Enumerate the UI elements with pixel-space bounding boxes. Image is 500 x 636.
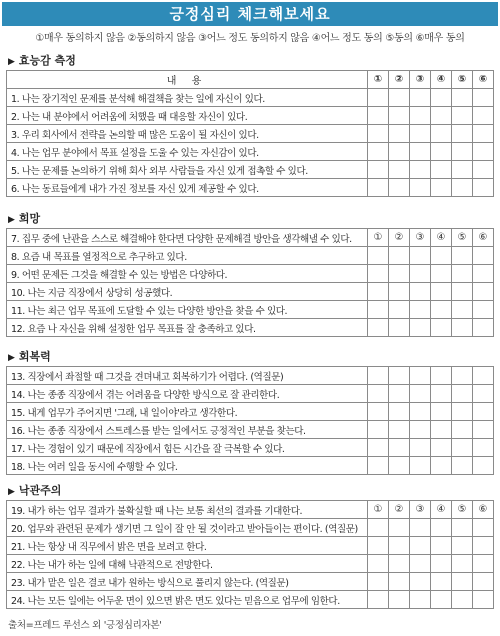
section-title-text: 낙관주의 — [18, 484, 62, 497]
table-row — [7, 537, 494, 555]
answer-cell[interactable] — [452, 421, 473, 439]
section-title-text: 회복력 — [18, 350, 51, 363]
answer-cell[interactable] — [431, 403, 452, 421]
answer-cell[interactable] — [452, 367, 473, 385]
answer-cell[interactable] — [368, 179, 389, 197]
answer-cell[interactable] — [473, 367, 494, 385]
answer-cell[interactable] — [368, 385, 389, 403]
answer-cell[interactable] — [452, 519, 473, 537]
answer-cell[interactable] — [431, 89, 452, 107]
table-row — [7, 367, 494, 385]
table-row — [7, 229, 494, 247]
item-text: 14. 나는 종종 직장에서 겪는 어려움을 다양한 방식으로 잘 관리한다. — [7, 385, 368, 403]
item-text: 16. 나는 종종 직장에서 스트레스를 받는 일에서도 긍정적인 부분을 찾는다. — [7, 421, 368, 439]
answer-cell[interactable] — [473, 555, 494, 573]
answer-cell[interactable] — [473, 403, 494, 421]
answer-cell[interactable] — [389, 573, 410, 591]
option-label-3: ③ — [410, 229, 431, 247]
answer-cell[interactable] — [431, 555, 452, 573]
item-text: 2. 나는 내 분야에서 어려움에 처했을 때 대응할 자신이 있다. — [7, 107, 368, 125]
answer-cell[interactable] — [452, 573, 473, 591]
answer-cell[interactable] — [452, 143, 473, 161]
table-row — [7, 283, 494, 301]
item-text: 1. 나는 장기적인 문제를 분석해 해결책을 찾는 일에 자신이 있다. — [7, 89, 368, 107]
answer-cell[interactable] — [431, 421, 452, 439]
answer-cell[interactable] — [473, 573, 494, 591]
answer-cell[interactable] — [389, 179, 410, 197]
item-text: 17. 나는 경험이 있기 때문에 직장에서 힘든 시간을 잘 극복할 수 있다. — [7, 439, 368, 457]
section-title — [6, 210, 494, 228]
answer-cell[interactable] — [410, 89, 431, 107]
table-row — [7, 403, 494, 421]
answer-cell[interactable] — [473, 301, 494, 319]
answer-cell[interactable] — [368, 555, 389, 573]
answer-cell[interactable] — [452, 385, 473, 403]
answer-cell[interactable] — [368, 457, 389, 475]
section-efficacy — [6, 52, 494, 197]
item-text: 11. 나는 최근 업무 목표에 도달할 수 있는 다양한 방안을 찾을 수 있다. — [7, 301, 368, 319]
triangle-bullet-icon: ▶ — [8, 487, 15, 497]
answer-cell[interactable] — [389, 89, 410, 107]
answer-cell[interactable] — [389, 537, 410, 555]
answer-cell[interactable] — [410, 283, 431, 301]
answer-cell[interactable] — [389, 247, 410, 265]
answer-cell[interactable] — [452, 537, 473, 555]
table-row — [7, 247, 494, 265]
answer-cell[interactable] — [473, 89, 494, 107]
answer-cell[interactable] — [389, 457, 410, 475]
answer-cell[interactable] — [473, 283, 494, 301]
answer-cell[interactable] — [410, 107, 431, 125]
answer-cell[interactable] — [410, 591, 431, 609]
item-text: 13. 직장에서 좌절할 때 그것을 견뎌내고 회복하기가 어렵다. (역질문) — [7, 367, 368, 385]
table-row — [7, 265, 494, 283]
option-label-5: ⑤ — [452, 229, 473, 247]
item-text: 5. 나는 문제를 논의하기 위해 회사 외부 사람들을 자신 있게 접촉할 수 있다. — [7, 161, 368, 179]
answer-cell[interactable] — [389, 125, 410, 143]
answer-cell[interactable] — [389, 107, 410, 125]
table-row — [7, 179, 494, 197]
item-text: 10. 나는 지금 직장에서 상당히 성공했다. — [7, 283, 368, 301]
answer-cell[interactable] — [431, 107, 452, 125]
answer-cell[interactable] — [389, 403, 410, 421]
table-row — [7, 161, 494, 179]
table-header-row — [7, 71, 494, 89]
answer-cell[interactable] — [389, 161, 410, 179]
table-row — [7, 421, 494, 439]
answer-cell[interactable] — [389, 555, 410, 573]
item-text: 18. 나는 여러 일을 동시에 수행할 수 있다. — [7, 457, 368, 475]
answer-cell[interactable] — [368, 519, 389, 537]
answer-cell[interactable] — [410, 161, 431, 179]
answer-cell[interactable] — [473, 319, 494, 337]
answer-cell[interactable] — [452, 125, 473, 143]
checklist-table — [6, 500, 494, 609]
table-row — [7, 519, 494, 537]
answer-cell[interactable] — [389, 439, 410, 457]
answer-cell[interactable] — [368, 403, 389, 421]
answer-cell[interactable] — [368, 367, 389, 385]
answer-cell[interactable] — [410, 265, 431, 283]
answer-cell[interactable] — [368, 265, 389, 283]
answer-cell[interactable] — [410, 537, 431, 555]
table-row — [7, 385, 494, 403]
answer-cell[interactable] — [431, 385, 452, 403]
item-text: 6. 나는 동료들에게 내가 가진 정보를 자신 있게 제공할 수 있다. — [7, 179, 368, 197]
answer-cell[interactable] — [473, 421, 494, 439]
answer-cell[interactable] — [452, 247, 473, 265]
table-row — [7, 439, 494, 457]
answer-cell[interactable] — [368, 573, 389, 591]
option-header-4: ④ — [431, 71, 452, 89]
answer-cell[interactable] — [410, 421, 431, 439]
answer-cell[interactable] — [431, 265, 452, 283]
page-title: 긍정심리 체크해보세요 — [2, 2, 498, 26]
checklist-table — [6, 366, 494, 475]
triangle-bullet-icon: ▶ — [8, 353, 15, 363]
item-text: 19. 내가 하는 업무 결과가 불확실할 때 나는 보통 최선의 결과를 기대한다. — [7, 501, 368, 519]
answer-cell[interactable] — [452, 457, 473, 475]
answer-cell[interactable] — [410, 519, 431, 537]
answer-cell[interactable] — [473, 519, 494, 537]
answer-cell[interactable] — [473, 247, 494, 265]
item-text: 8. 요즘 내 목표를 열정적으로 추구하고 있다. — [7, 247, 368, 265]
answer-cell[interactable] — [431, 283, 452, 301]
answer-cell[interactable] — [368, 591, 389, 609]
answer-cell[interactable] — [410, 319, 431, 337]
answer-cell[interactable] — [431, 161, 452, 179]
answer-cell[interactable] — [452, 439, 473, 457]
option-header-2: ② — [389, 71, 410, 89]
item-text: 20. 업무와 관련된 문제가 생기면 그 일이 잘 안 될 것이라고 받아들이는 편이다. (역질문) — [7, 519, 368, 537]
answer-cell[interactable] — [389, 591, 410, 609]
table-row — [7, 319, 494, 337]
answer-cell[interactable] — [389, 421, 410, 439]
section-optimism — [6, 482, 494, 609]
table-row — [7, 125, 494, 143]
answer-cell[interactable] — [473, 125, 494, 143]
source-note: 출처=프레드 루선스 외 '긍정심리자본' — [8, 620, 162, 631]
answer-cell[interactable] — [431, 247, 452, 265]
answer-cell[interactable] — [410, 385, 431, 403]
option-header-6: ⑥ — [473, 71, 494, 89]
triangle-bullet-icon: ▶ — [8, 215, 15, 225]
option-label-4: ④ — [431, 501, 452, 519]
option-header-5: ⑤ — [452, 71, 473, 89]
section-title — [6, 482, 494, 500]
answer-cell[interactable] — [473, 143, 494, 161]
answer-cell[interactable] — [452, 403, 473, 421]
section-resilience — [6, 348, 494, 475]
answer-cell[interactable] — [389, 301, 410, 319]
answer-cell[interactable] — [473, 385, 494, 403]
answer-cell[interactable] — [410, 125, 431, 143]
answer-cell[interactable] — [389, 283, 410, 301]
checklist-table — [6, 70, 494, 197]
table-row — [7, 89, 494, 107]
answer-cell[interactable] — [431, 367, 452, 385]
table-row — [7, 457, 494, 475]
answer-cell[interactable] — [368, 283, 389, 301]
answer-cell[interactable] — [368, 161, 389, 179]
option-label-5: ⑤ — [452, 501, 473, 519]
answer-cell[interactable] — [368, 89, 389, 107]
answer-cell[interactable] — [473, 537, 494, 555]
answer-cell[interactable] — [431, 519, 452, 537]
answer-cell[interactable] — [410, 555, 431, 573]
section-title — [6, 52, 494, 70]
answer-cell[interactable] — [368, 421, 389, 439]
section-title-text: 희망 — [18, 212, 41, 225]
table-row — [7, 107, 494, 125]
answer-cell[interactable] — [431, 179, 452, 197]
answer-cell[interactable] — [473, 591, 494, 609]
table-row — [7, 301, 494, 319]
answer-cell[interactable] — [452, 591, 473, 609]
option-label-2: ② — [389, 501, 410, 519]
answer-cell[interactable] — [389, 319, 410, 337]
option-label-6: ⑥ — [473, 501, 494, 519]
answer-cell[interactable] — [431, 143, 452, 161]
answer-cell[interactable] — [452, 319, 473, 337]
answer-cell[interactable] — [368, 439, 389, 457]
triangle-bullet-icon: ▶ — [8, 57, 15, 67]
item-text: 21. 나는 항상 내 직무에서 밝은 면을 보려고 한다. — [7, 537, 368, 555]
item-text: 3. 우리 회사에서 전략을 논의할 때 많은 도움이 될 자신이 있다. — [7, 125, 368, 143]
item-text: 15. 내게 업무가 주어지면 '그래, 내 일이야'라고 생각한다. — [7, 403, 368, 421]
answer-cell[interactable] — [431, 319, 452, 337]
option-label-1: ① — [368, 229, 389, 247]
option-label-3: ③ — [410, 501, 431, 519]
item-text: 7. 집무 중에 난관을 스스로 해결해야 한다면 다양한 문제해결 방안을 생각해낼 수 있다. — [7, 229, 368, 247]
section-hope — [6, 210, 494, 337]
answer-cell[interactable] — [368, 107, 389, 125]
answer-cell[interactable] — [452, 301, 473, 319]
answer-cell[interactable] — [410, 143, 431, 161]
table-row — [7, 143, 494, 161]
item-text: 24. 나는 모든 일에는 어두운 면이 있으면 밝은 면도 있다는 믿음으로 업무에 임한다. — [7, 591, 368, 609]
answer-cell[interactable] — [452, 283, 473, 301]
answer-cell[interactable] — [431, 573, 452, 591]
answer-cell[interactable] — [368, 301, 389, 319]
content-header: 내 용 — [7, 71, 368, 89]
item-text: 12. 요즘 나 자신을 위해 설정한 업무 목표를 잘 충족하고 있다. — [7, 319, 368, 337]
answer-cell[interactable] — [368, 537, 389, 555]
option-label-4: ④ — [431, 229, 452, 247]
answer-cell[interactable] — [473, 179, 494, 197]
answer-cell[interactable] — [368, 319, 389, 337]
answer-cell[interactable] — [452, 89, 473, 107]
checklist-table — [6, 228, 494, 337]
answer-cell[interactable] — [452, 179, 473, 197]
answer-cell[interactable] — [431, 125, 452, 143]
answer-cell[interactable] — [368, 143, 389, 161]
answer-cell[interactable] — [410, 179, 431, 197]
scale-legend: ①매우 동의하지 않음 ②동의하지 않음 ③어느 정도 동의하지 않음 ④어느 정도 동의 ⑤동의 ⑥매우 동의 — [35, 33, 465, 44]
answer-cell[interactable] — [431, 457, 452, 475]
section-title — [6, 348, 494, 366]
answer-cell[interactable] — [368, 125, 389, 143]
answer-cell[interactable] — [410, 439, 431, 457]
answer-cell[interactable] — [389, 519, 410, 537]
option-header-3: ③ — [410, 71, 431, 89]
table-row — [7, 573, 494, 591]
answer-cell[interactable] — [431, 591, 452, 609]
answer-cell[interactable] — [410, 573, 431, 591]
option-label-2: ② — [389, 229, 410, 247]
answer-cell[interactable] — [431, 301, 452, 319]
option-label-1: ① — [368, 501, 389, 519]
answer-cell[interactable] — [368, 247, 389, 265]
answer-cell[interactable] — [431, 439, 452, 457]
table-row — [7, 555, 494, 573]
item-text: 22. 나는 내가 하는 일에 대해 낙관적으로 전망한다. — [7, 555, 368, 573]
answer-cell[interactable] — [389, 385, 410, 403]
answer-cell[interactable] — [410, 367, 431, 385]
section-title-text: 효능감 측정 — [18, 54, 76, 67]
table-row — [7, 591, 494, 609]
item-text: 23. 내가 맡은 일은 결코 내가 원하는 방식으로 풀리지 않는다. (역질문) — [7, 573, 368, 591]
answer-cell[interactable] — [410, 403, 431, 421]
answer-cell[interactable] — [410, 301, 431, 319]
item-text: 4. 나는 업무 분야에서 목표 설정을 도울 수 있는 자신감이 있다. — [7, 143, 368, 161]
answer-cell[interactable] — [452, 161, 473, 179]
answer-cell[interactable] — [473, 457, 494, 475]
answer-cell[interactable] — [389, 265, 410, 283]
answer-cell[interactable] — [473, 107, 494, 125]
item-text: 9. 어떤 문제든 그것을 해결할 수 있는 방법은 다양하다. — [7, 265, 368, 283]
answer-cell[interactable] — [410, 457, 431, 475]
answer-cell[interactable] — [473, 161, 494, 179]
answer-cell[interactable] — [431, 537, 452, 555]
option-header-1: ① — [368, 71, 389, 89]
answer-cell[interactable] — [452, 265, 473, 283]
answer-cell[interactable] — [389, 143, 410, 161]
answer-cell[interactable] — [452, 107, 473, 125]
table-row — [7, 501, 494, 519]
option-label-6: ⑥ — [473, 229, 494, 247]
answer-cell[interactable] — [473, 265, 494, 283]
answer-cell[interactable] — [452, 555, 473, 573]
answer-cell[interactable] — [410, 247, 431, 265]
answer-cell[interactable] — [389, 367, 410, 385]
answer-cell[interactable] — [473, 439, 494, 457]
